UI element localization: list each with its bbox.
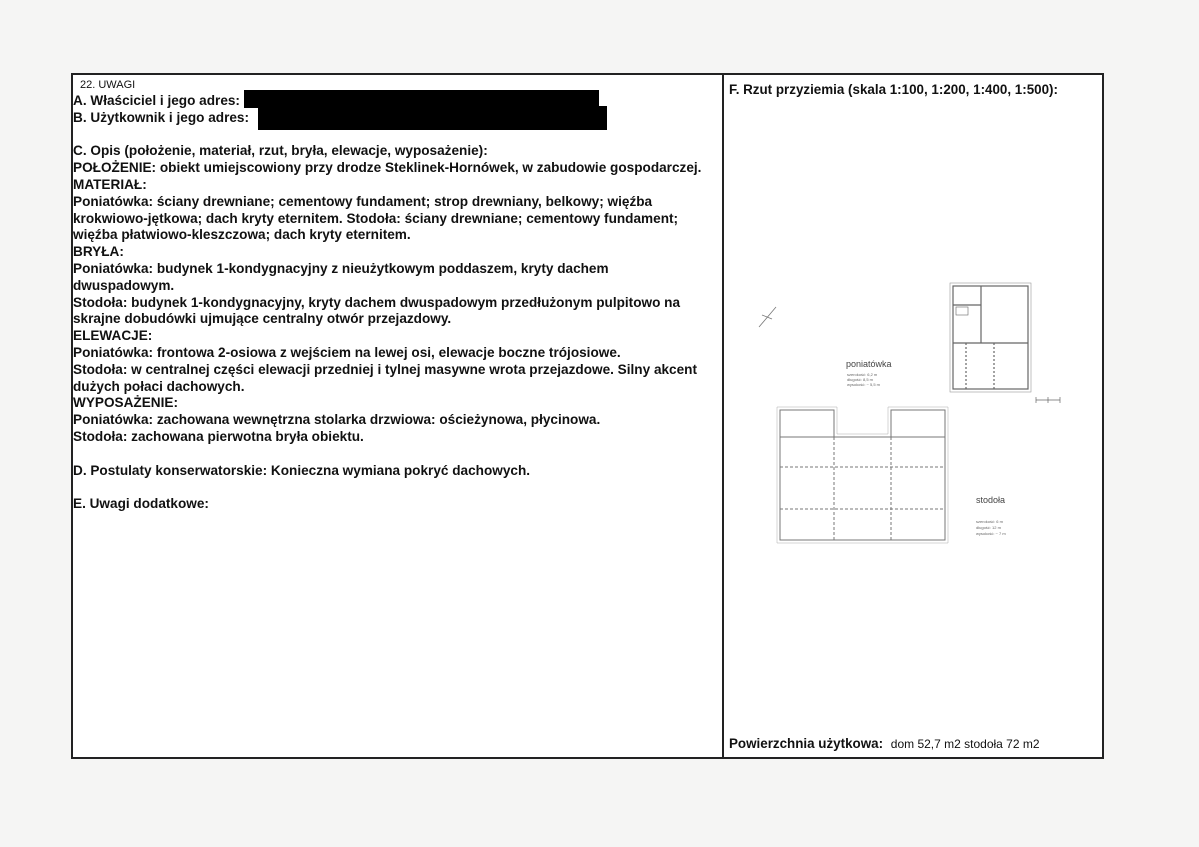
description-line: Stodoła: zachowana pierwotna bryła obiektu. (73, 429, 364, 444)
description-line: krokwiowo-jętkowa; dach kryty eternitem. Stodoła: ściany drewniane; cementowy fundament; (73, 210, 679, 226)
uwagi-header: 22. UWAGI (80, 79, 136, 91)
north-arrow-icon (759, 307, 776, 327)
house-plan (950, 283, 1031, 392)
redaction-user (258, 106, 607, 130)
usable-area (729, 736, 1040, 751)
description-line: E. Uwagi dodatkowe: (73, 496, 209, 512)
house-dim-2: długość: 8,5 m (847, 377, 874, 382)
floor-plan-drawing (724, 75, 1102, 536)
description-line: C. Opis (położenie, materiał, rzut, bryła, elewacje, wyposażenie): (73, 143, 488, 159)
area-value: dom 52,7 m2 stodoła 72 m2 (890, 737, 1040, 751)
barn-dim-2: długość: 12 m (976, 525, 1001, 530)
floor-plan-title: F. Rzut przyziemia (skala 1:100, 1:200, 1:400, 1:500): (729, 82, 1058, 97)
barn-dim-1: szerokość: 6 m (976, 519, 1003, 524)
description-line: Poniatówka: budynek 1-kondygnacyjny z nieużytkowym poddaszem, kryty dachem (73, 261, 609, 276)
barn-dim-3: wysokość: ~ 7 m (976, 531, 1006, 536)
description-line: WYPOSAŻENIE: (73, 395, 178, 411)
description-line: MATERIAŁ: (73, 177, 147, 192)
description-line: Stodoła: w centralnej części elewacji przedniej i tylnej masywne wrota przejazdowe. Silny akcent (73, 361, 698, 377)
description-line: Stodoła: budynek 1-kondygnacyjny, kryty dachem dwuspadowym przedłużonym pulpitowo na (73, 294, 681, 310)
description-line: dwuspadowym. (73, 277, 175, 293)
description-line: POŁOŻENIE: obiekt umiejscowiony przy drodze Steklinek-Hornówek, w zabudowie gospodarczej. (73, 160, 702, 176)
house-dim-3: wysokość: ~ 5,5 m (847, 382, 881, 387)
house-dim-1: szerokość: 6,2 m (847, 372, 878, 377)
barn-label: stodoła (976, 495, 1006, 505)
description-line: A. Właściciel i jego adres: (73, 93, 240, 108)
scale-bar (1036, 397, 1060, 403)
description-line: BRYŁA: (73, 244, 124, 260)
description-line: dużych połaci dachowych. (73, 378, 245, 394)
description-line: B. Użytkownik i jego adres: (73, 109, 250, 125)
description-line: Poniatówka: zachowana wewnętrzna stolarka drzwiowa: ościeżynowa, płycinowa. (73, 412, 601, 428)
floor-plan-section (724, 75, 1102, 757)
description-line: D. Postulaty konserwatorskie: Konieczna wymiana pokryć dachowych. (73, 462, 531, 478)
description-line: więźba płatwiowo-kleszczowa; dach kryty eternitem. (73, 227, 411, 243)
area-label: Powierzchnia użytkowa: (729, 736, 884, 751)
house-label: poniatówka (846, 359, 892, 369)
description-line: skrajne dobudówki ujmujące centralny otwór przejazdowy. (73, 311, 452, 327)
barn-plan (777, 407, 948, 543)
description-line: Poniatówka: frontowa 2-osiowa z wejściem na lewej osi, elewacje boczne trójosiowe. (73, 345, 621, 360)
description-line: ELEWACJE: (73, 328, 153, 344)
uwagi-section (73, 75, 722, 757)
description-line: Poniatówka: ściany drewniane; cementowy fundament; strop drewniany, belkowy; więźba (73, 193, 653, 209)
